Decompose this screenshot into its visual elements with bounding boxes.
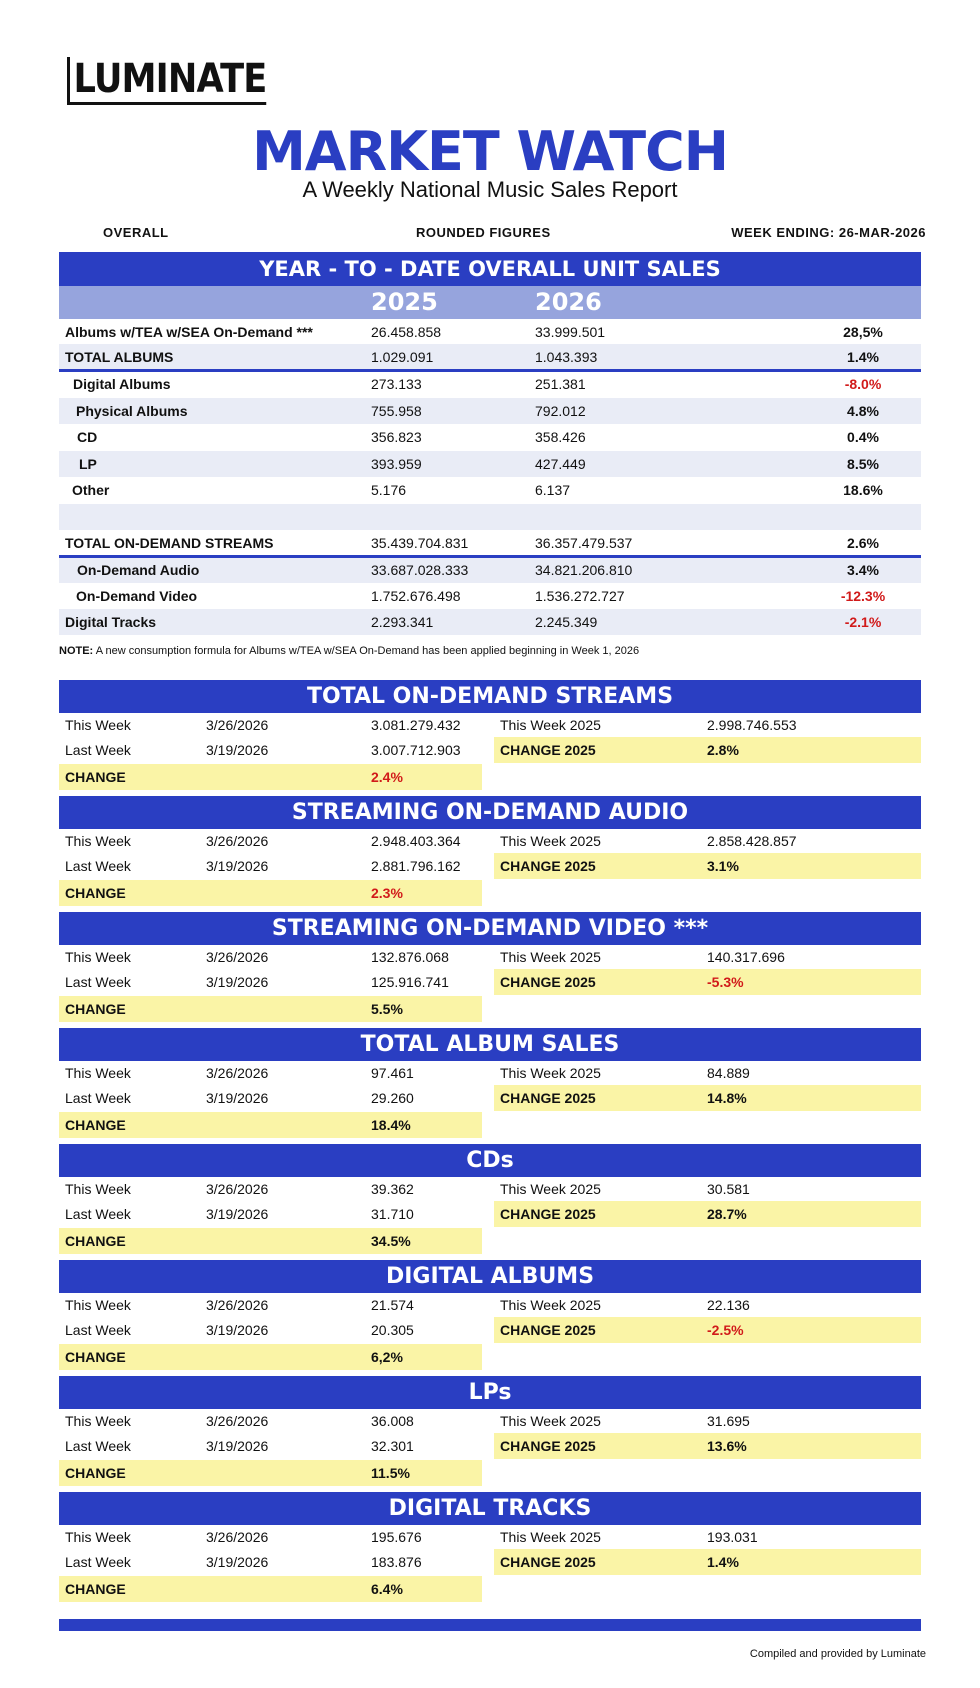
ytd-row [59, 371, 921, 397]
this-week-2025-label: This Week 2025 [500, 1065, 601, 1081]
this-week-value: 21.574 [371, 1297, 414, 1313]
logo-text: LUMINATE [70, 57, 266, 105]
this-week-2025-value: 22.136 [707, 1297, 750, 1313]
weekly-section [0, 680, 980, 795]
ytd-row-change: 18.6% [843, 482, 883, 498]
ytd-row-2025: 5.176 [371, 482, 407, 498]
weekly-section [0, 1144, 980, 1259]
ytd-row-change: 1.4% [847, 349, 879, 365]
last-week-value: 125.916.741 [371, 974, 449, 990]
this-week-label: This Week [65, 1181, 131, 1197]
weekly-section [0, 1492, 980, 1607]
change-2025-label: CHANGE 2025 [500, 974, 596, 990]
ytd-row-2025: 26.458.858 [371, 324, 442, 340]
ytd-row-label: Other [72, 482, 110, 498]
ytd-row-2026: 251.381 [535, 376, 586, 392]
last-week-label: Last Week [65, 1554, 131, 1570]
last-week-label: Last Week [65, 1206, 131, 1222]
year-2026-label: 2026 [535, 288, 602, 316]
ytd-row-2025: 35.439.704.831 [371, 535, 469, 551]
this-week-date: 3/26/2026 [206, 949, 269, 965]
change-2025-value: 3.1% [707, 858, 739, 874]
change-2025-value: 14.8% [707, 1090, 747, 1106]
change-label: CHANGE [65, 1349, 126, 1365]
weekly-section [0, 1376, 980, 1491]
ytd-spacer-row [59, 504, 921, 530]
section-banner: DIGITAL TRACKS [59, 1492, 921, 1525]
ytd-row [59, 451, 921, 477]
weekly-section [0, 912, 980, 1027]
this-week-label: This Week [65, 717, 131, 733]
last-week-label: Last Week [65, 1438, 131, 1454]
this-week-2025-value: 2.858.428.857 [707, 833, 797, 849]
albums-divider [59, 369, 921, 372]
page-subtitle: A Weekly National Music Sales Report [302, 177, 678, 202]
this-week-2025-label: This Week 2025 [500, 1413, 601, 1429]
this-week-date: 3/26/2026 [206, 833, 269, 849]
ytd-row [59, 398, 921, 424]
this-week-2025-label: This Week 2025 [500, 833, 601, 849]
change-value: 2.3% [371, 885, 403, 901]
ytd-row-2025: 273.133 [371, 376, 422, 392]
ytd-row [59, 477, 921, 503]
change-label: CHANGE [65, 769, 126, 785]
this-week-label: This Week [65, 1297, 131, 1313]
change-2025-label: CHANGE 2025 [500, 1206, 596, 1222]
last-week-date: 3/19/2026 [206, 1438, 269, 1454]
section-banner: LPs [59, 1376, 921, 1409]
ytd-row-2025: 393.959 [371, 456, 422, 472]
change-label: CHANGE [65, 1001, 126, 1017]
last-week-value: 183.876 [371, 1554, 422, 1570]
this-week-label: This Week [65, 833, 131, 849]
change-label: CHANGE [65, 1465, 126, 1481]
note-text: A new consumption formula for Albums w/TEA w/SEA On-Demand has been applied beginning in Week 1, 2026 [95, 645, 640, 657]
this-week-2025-value: 30.581 [707, 1181, 750, 1197]
page-title: MARKET WATCH [252, 120, 728, 183]
change-value: 11.5% [371, 1465, 410, 1481]
change-2025-value: -2.5% [707, 1322, 744, 1338]
last-week-date: 3/19/2026 [206, 742, 269, 758]
this-week-date: 3/26/2026 [206, 1181, 269, 1197]
weekly-section [0, 796, 980, 911]
last-week-label: Last Week [65, 742, 131, 758]
change-value: 34.5% [371, 1233, 411, 1249]
change-2025-label: CHANGE 2025 [500, 858, 596, 874]
ytd-row [59, 344, 921, 370]
ytd-row [59, 424, 921, 450]
last-week-value: 31.710 [371, 1206, 414, 1222]
change-2025-value: -5.3% [707, 974, 744, 990]
ytd-row-2026: 427.449 [535, 456, 586, 472]
this-week-2025-value: 140.317.696 [707, 949, 785, 965]
this-week-2025-value: 2.998.746.553 [707, 717, 797, 733]
last-week-label: Last Week [65, 974, 131, 990]
change-label: CHANGE [65, 885, 126, 901]
this-week-2025-label: This Week 2025 [500, 1529, 601, 1545]
ytd-row-label: TOTAL ON-DEMAND STREAMS [65, 535, 274, 551]
last-week-date: 3/19/2026 [206, 1206, 269, 1222]
rounded-figures-label: ROUNDED FIGURES [416, 225, 551, 240]
week-ending-label: WEEK ENDING: 26-MAR-2026 [731, 225, 926, 240]
weekly-section [0, 1028, 980, 1143]
last-week-value: 20.305 [371, 1322, 414, 1338]
ytd-row-2026: 6.137 [535, 482, 571, 498]
this-week-value: 2.948.403.364 [371, 833, 461, 849]
ytd-row-label: Digital Tracks [65, 614, 157, 630]
section-banner: STREAMING ON-DEMAND AUDIO [59, 796, 921, 829]
ytd-row-2026: 36.357.479.537 [535, 535, 633, 551]
ytd-year-header [59, 286, 921, 319]
this-week-label: This Week [65, 1065, 131, 1081]
ytd-row-label: Digital Albums [73, 376, 171, 392]
last-week-value: 29.260 [371, 1090, 414, 1106]
ytd-row-change: 8.5% [847, 456, 879, 472]
ytd-row-2026: 33.999.501 [535, 324, 606, 340]
this-week-date: 3/26/2026 [206, 1413, 269, 1429]
last-week-date: 3/19/2026 [206, 1322, 269, 1338]
last-week-date: 3/19/2026 [206, 974, 269, 990]
change-2025-value: 28.7% [707, 1206, 747, 1222]
ytd-row-2025: 1.029.091 [371, 349, 434, 365]
change-value: 5.5% [371, 1001, 403, 1017]
this-week-2025-label: This Week 2025 [500, 1181, 601, 1197]
change-value: 6,2% [371, 1349, 403, 1365]
ytd-row-change: 28,5% [843, 324, 883, 340]
ytd-row-label: Albums w/TEA w/SEA On-Demand *** [65, 324, 313, 340]
year-2025-label: 2025 [371, 288, 438, 316]
last-week-date: 3/19/2026 [206, 858, 269, 874]
this-week-2025-label: This Week 2025 [500, 717, 601, 733]
this-week-2025-label: This Week 2025 [500, 949, 601, 965]
ytd-row-change: -12.3% [840, 588, 886, 604]
ytd-row [59, 319, 921, 345]
this-week-date: 3/26/2026 [206, 1529, 269, 1545]
luminate-logo [67, 57, 293, 105]
this-week-2025-label: This Week 2025 [500, 1297, 601, 1313]
this-week-value: 97.461 [371, 1065, 414, 1081]
this-week-2025-value: 31.695 [707, 1413, 750, 1429]
ytd-row-2026: 792.012 [535, 403, 586, 419]
ytd-row-2025: 356.823 [371, 429, 422, 445]
change-2025-label: CHANGE 2025 [500, 742, 596, 758]
last-week-date: 3/19/2026 [206, 1554, 269, 1570]
change-value: 6.4% [371, 1581, 403, 1597]
ytd-row-change: 0.4% [847, 429, 879, 445]
change-value: 2.4% [371, 769, 403, 785]
change-2025-label: CHANGE 2025 [500, 1090, 596, 1106]
last-week-label: Last Week [65, 858, 131, 874]
change-value: 18.4% [371, 1117, 411, 1133]
change-2025-label: CHANGE 2025 [500, 1554, 596, 1570]
ytd-banner: YEAR - TO - DATE OVERALL UNIT SALES [59, 252, 921, 286]
this-week-date: 3/26/2026 [206, 717, 269, 733]
last-week-value: 2.881.796.162 [371, 858, 461, 874]
last-week-value: 32.301 [371, 1438, 414, 1454]
note [59, 645, 639, 657]
change-2025-label: CHANGE 2025 [500, 1438, 596, 1454]
section-banner: TOTAL ON-DEMAND STREAMS [59, 680, 921, 713]
last-week-value: 3.007.712.903 [371, 742, 461, 758]
change-label: CHANGE [65, 1581, 126, 1597]
last-week-date: 3/19/2026 [206, 1090, 269, 1106]
this-week-value: 132.876.068 [371, 949, 449, 965]
ytd-row-change: 3.4% [847, 562, 879, 578]
change-2025-value: 1.4% [707, 1554, 739, 1570]
ytd-row [59, 583, 921, 609]
this-week-label: This Week [65, 949, 131, 965]
this-week-label: This Week [65, 1529, 131, 1545]
ytd-row-2025: 33.687.028.333 [371, 562, 469, 578]
streams-divider [59, 555, 921, 558]
this-week-label: This Week [65, 1413, 131, 1429]
ytd-row-change: -8.0% [844, 376, 882, 392]
bottom-bar [59, 1619, 921, 1631]
footer-credit: Compiled and provided by Luminate [749, 1648, 926, 1660]
ytd-row-2026: 1.536.272.727 [535, 588, 625, 604]
ytd-row-2026: 358.426 [535, 429, 586, 445]
change-2025-value: 2.8% [707, 742, 739, 758]
this-week-value: 39.362 [371, 1181, 414, 1197]
this-week-date: 3/26/2026 [206, 1065, 269, 1081]
last-week-label: Last Week [65, 1090, 131, 1106]
ytd-row-change: 2.6% [847, 535, 879, 551]
this-week-2025-value: 84.889 [707, 1065, 750, 1081]
ytd-row [59, 557, 921, 583]
ytd-row-change: 4.8% [847, 403, 879, 419]
this-week-value: 36.008 [371, 1413, 414, 1429]
ytd-row-2025: 755.958 [371, 403, 422, 419]
weekly-section [0, 1260, 980, 1375]
ytd-row-label: TOTAL ALBUMS [65, 349, 174, 365]
ytd-row-2026: 1.043.393 [535, 349, 598, 365]
ytd-row-label: On-Demand Video [76, 588, 198, 604]
note-prefix: NOTE: [59, 645, 94, 657]
change-2025-label: CHANGE 2025 [500, 1322, 596, 1338]
section-banner: DIGITAL ALBUMS [59, 1260, 921, 1293]
last-week-label: Last Week [65, 1322, 131, 1338]
change-label: CHANGE [65, 1117, 126, 1133]
this-week-date: 3/26/2026 [206, 1297, 269, 1313]
this-week-2025-value: 193.031 [707, 1529, 758, 1545]
ytd-row-change: -2.1% [844, 614, 882, 630]
ytd-row-2025: 2.293.341 [371, 614, 434, 630]
ytd-row-label: Physical Albums [76, 403, 188, 419]
ytd-row-label: LP [79, 456, 97, 472]
ytd-row-label: On-Demand Audio [77, 562, 200, 578]
ytd-row-2026: 34.821.206.810 [535, 562, 633, 578]
this-week-value: 3.081.279.432 [371, 717, 461, 733]
section-banner: TOTAL ALBUM SALES [59, 1028, 921, 1061]
ytd-row [59, 530, 921, 556]
overall-label: OVERALL [103, 225, 169, 240]
ytd-row [59, 609, 921, 635]
this-week-value: 195.676 [371, 1529, 422, 1545]
change-2025-value: 13.6% [707, 1438, 747, 1454]
ytd-row-2025: 1.752.676.498 [371, 588, 461, 604]
ytd-row-label: CD [77, 429, 98, 445]
section-banner: CDs [59, 1144, 921, 1177]
change-label: CHANGE [65, 1233, 126, 1249]
ytd-row-2026: 2.245.349 [535, 614, 598, 630]
section-banner: STREAMING ON-DEMAND VIDEO *** [59, 912, 921, 945]
